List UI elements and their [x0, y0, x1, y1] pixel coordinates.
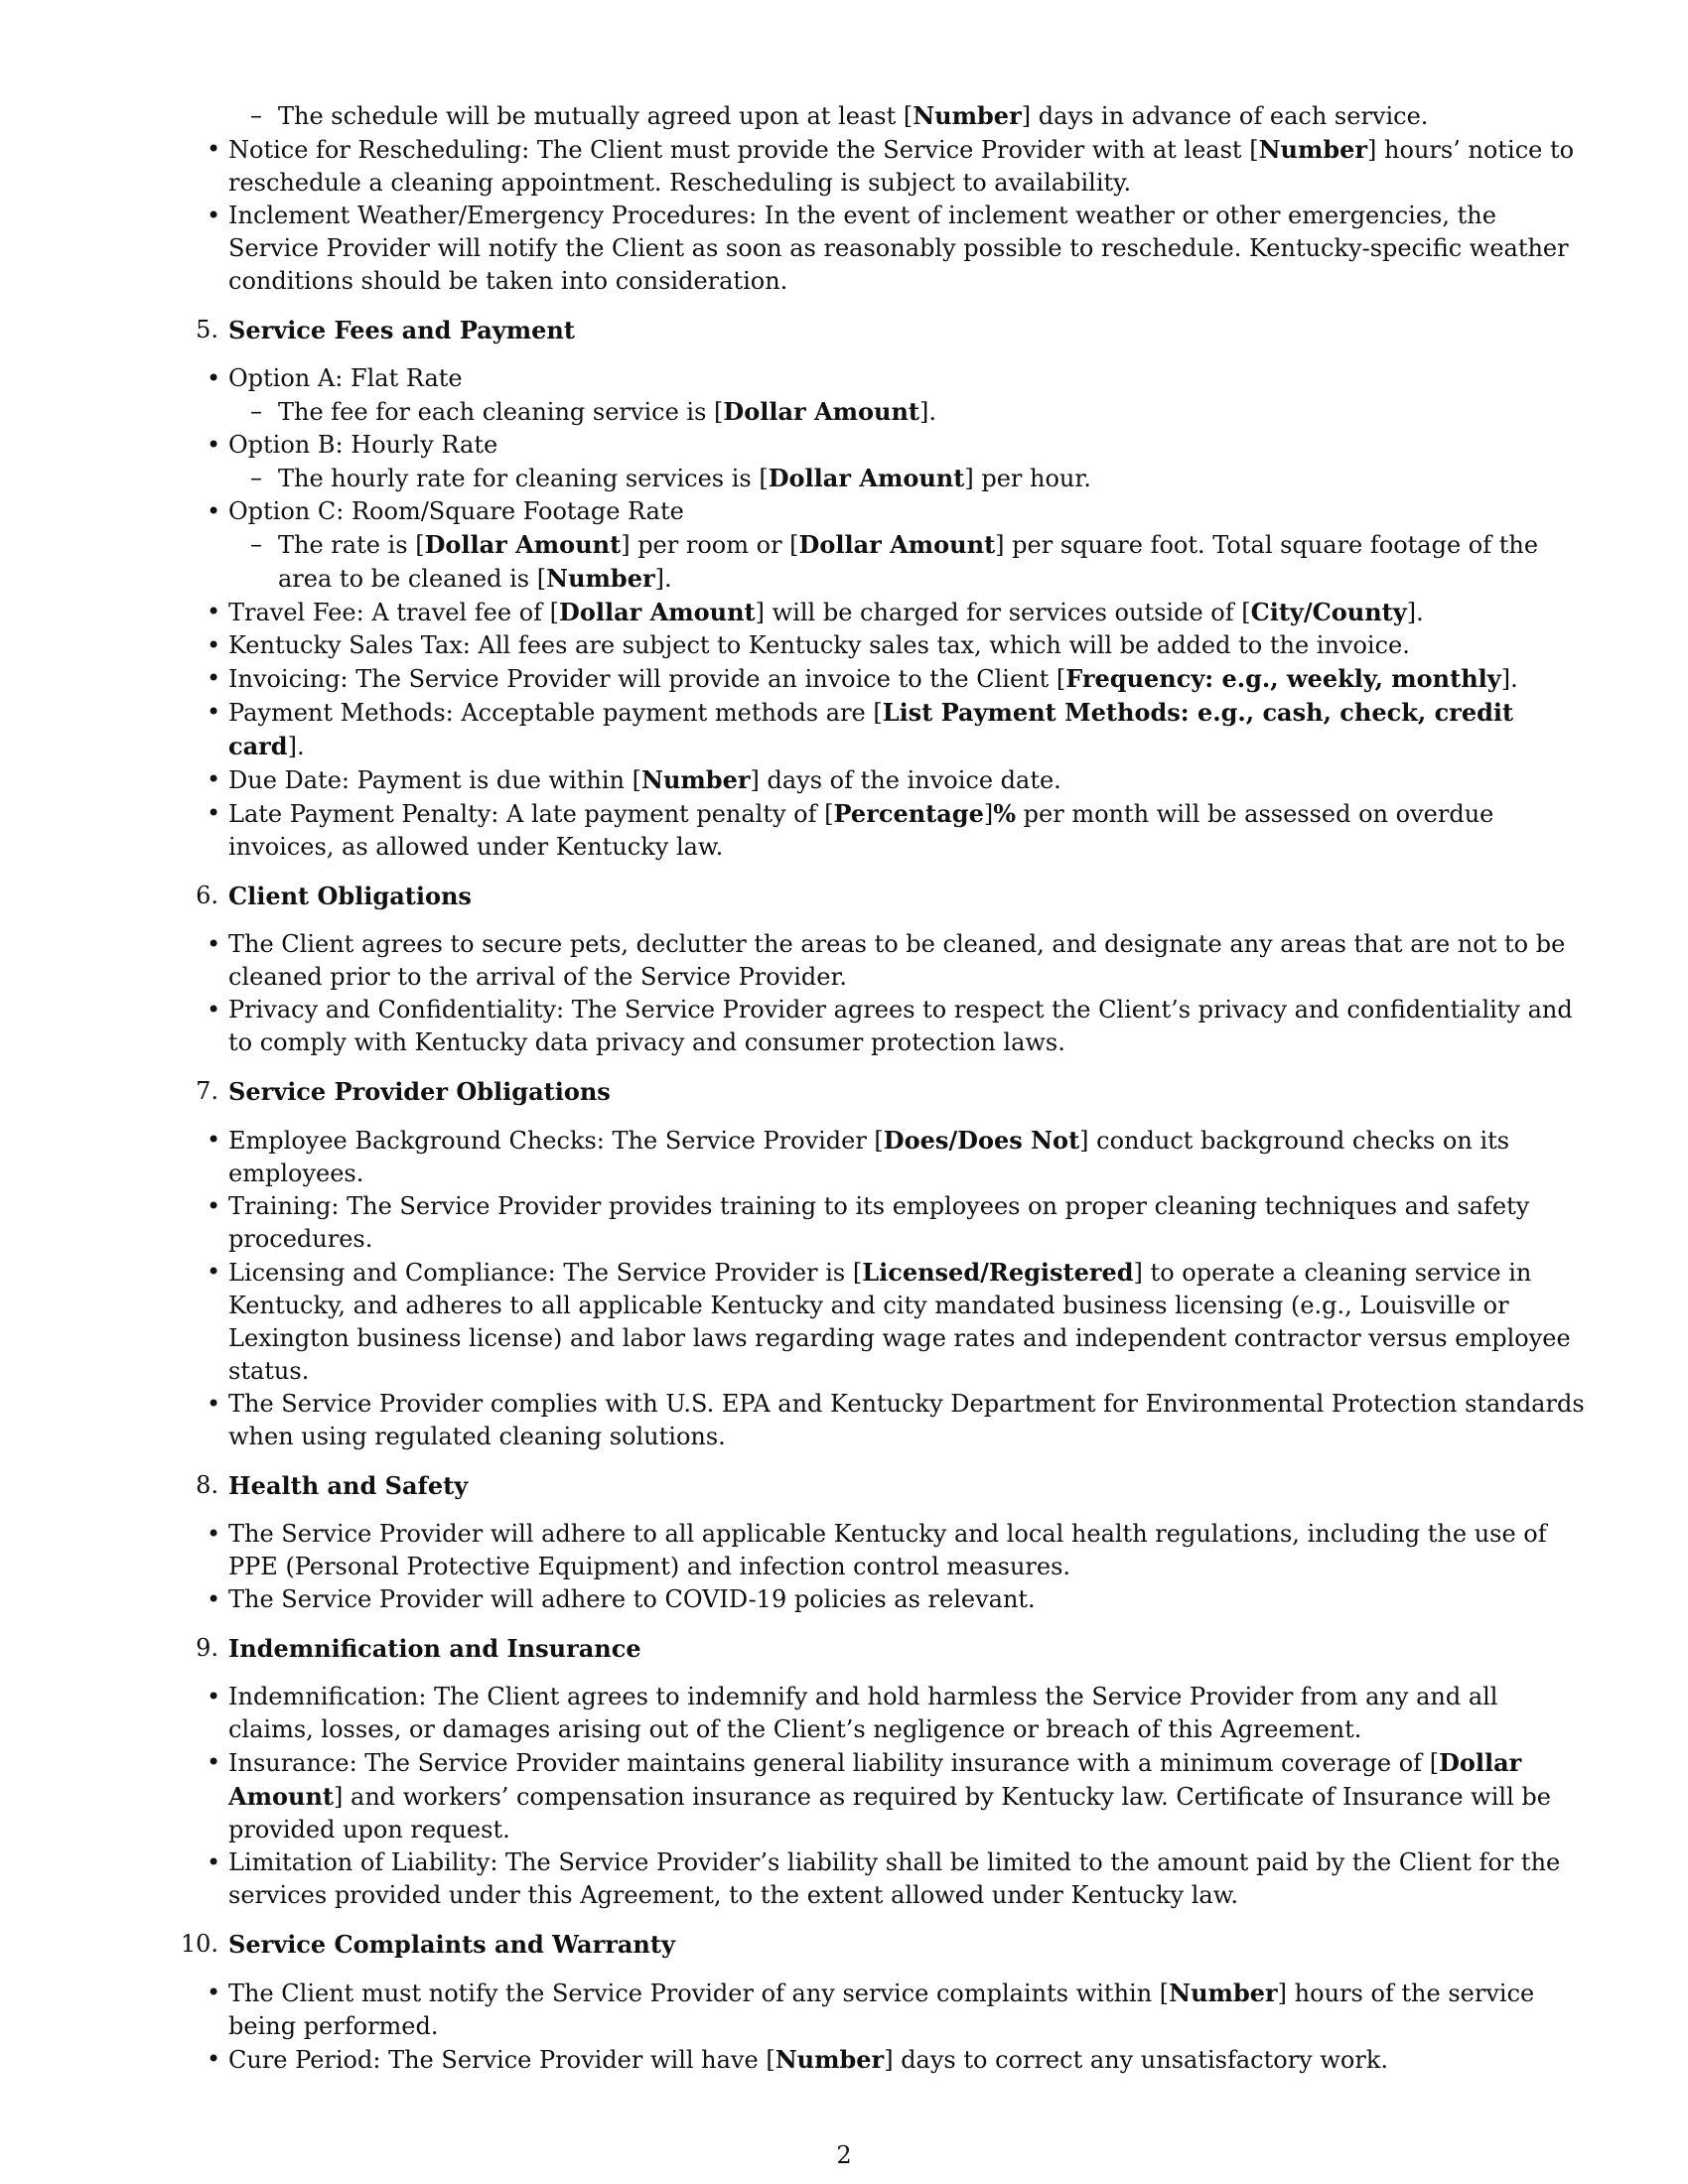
list-item-option-c: • Option C: Room/Square Footage Rate	[228, 495, 1589, 528]
bullet-marker: •	[207, 996, 221, 1024]
list-item-cure-period: • Cure Period: The Service Provider will have [Number] days to correct any unsatisfactory work.	[207, 2045, 1388, 2074]
list-item-travel-fee: • Travel Fee: A travel fee of [Dollar Amount] will be charged for services outside of [City/County].	[207, 598, 1424, 626]
bullet-marker: •	[207, 1258, 221, 1286]
section-heading: 6. Client Obligations	[196, 882, 472, 910]
section-heading: 9. Indemnification and Insurance	[196, 1634, 641, 1663]
list-item-epa: • The Service Provider complies with U.S. EPA and Kentucky Department for Environmental Protection standards when using regulated cleaning solutions.	[207, 1390, 1585, 1450]
bullet-marker: •	[207, 765, 221, 793]
bullet-marker: •	[207, 1585, 221, 1613]
sub-item-flat-rate: – The fee for each cleaning service is [Dollar Amount].	[250, 397, 937, 426]
list-item-insurance: • Insurance: The Service Provider maintains general liability insurance with a minimum coverage of [Dollar Amount] and workers’ compensation insurance as required by Kentucky law. Certificate of Insurance will be provided upon request.	[207, 1748, 1551, 1843]
bullet-marker: •	[207, 135, 221, 163]
bullet-marker: •	[207, 664, 221, 692]
section-heading: 5. Service Fees and Payment	[196, 316, 575, 344]
bullet-marker: •	[207, 1192, 221, 1220]
bullet-marker: •	[207, 1979, 221, 2006]
bullet-marker: •	[207, 202, 221, 229]
list-item-privacy: • Privacy and Confidentiality: The Service Provider agrees to respect the Client’s privacy and confidentiality and to comply with Kentucky data privacy and consumer protection laws.	[207, 996, 1573, 1056]
bullet-marker: •	[207, 1126, 221, 1154]
section-8	[196, 1469, 1589, 1616]
list-item-covid: • The Service Provider will adhere to COVID-19 policies as relevant.	[228, 1583, 1589, 1616]
bullet-marker: •	[207, 1520, 221, 1548]
list-item-due-date: • Due Date: Payment is due within [Number] days of the invoice date.	[207, 765, 1061, 794]
section-7	[196, 1075, 1589, 1453]
list-item-late-penalty: • Late Payment Penalty: A late payment penalty of [Percentage]% per month will be assessed on overdue invoices, as allowed under Kentucky law.	[207, 799, 1494, 861]
section-heading: 7. Service Provider Obligations	[196, 1077, 611, 1106]
page-content	[180, 99, 1589, 2077]
bullet-marker: •	[207, 1390, 221, 1418]
list-item-payment-methods: • Payment Methods: Acceptable payment methods are [List Payment Methods: e.g., cash, check, credit card].	[207, 698, 1514, 760]
bullet-marker: •	[207, 1683, 221, 1710]
bullet-marker: •	[207, 1748, 221, 1776]
sub-item-room-rate: – The rate is [Dollar Amount] per room or [Dollar Amount] per square foot. Total square footage of the area to be cleaned is [Number].	[250, 530, 1539, 593]
bullet-marker: •	[207, 698, 221, 726]
sub-item-hourly-rate: – The hourly rate for cleaning services is [Dollar Amount] per hour.	[250, 464, 1091, 492]
dash-marker: –	[250, 464, 262, 491]
bullet-marker: •	[207, 1848, 221, 1876]
dash-marker: –	[250, 397, 262, 425]
bullet-marker: •	[207, 930, 221, 958]
bullet-marker: •	[207, 364, 221, 392]
bullet-marker: •	[207, 497, 221, 525]
bullet-marker: •	[207, 431, 221, 459]
section-9	[196, 1632, 1589, 1912]
dash-marker: –	[250, 530, 262, 558]
bullet-marker: •	[207, 598, 221, 625]
list-item-invoicing: • Invoicing: The Service Provider will provide an invoice to the Client [Frequency: e.g., weekly, monthly].	[207, 664, 1518, 693]
list-item-liability: • Limitation of Liability: The Service Provider’s liability shall be limited to the amount paid by the Client for the services provided under this Agreement, to the extent allowed under Kentucky law.	[207, 1848, 1561, 1909]
list-item-weather: • Inclement Weather/Emergency Procedures: In the event of inclement weather or other emergencies, the Service Provider will notify the Client as soon as reasonably possible to reschedule. Kentucky-specific weather conditions should be taken into consideration.	[207, 202, 1569, 295]
page-number: 2	[836, 2141, 852, 2169]
bullet-marker: •	[207, 799, 221, 827]
list-item-client-prep: • The Client agrees to secure pets, declutter the areas to be cleaned, and designate any areas that are not to be cleaned prior to the arrival of the Service Provider.	[207, 930, 1566, 991]
sub-item-schedule: – The schedule will be mutually agreed upon at least [Number] days in advance of each service.	[250, 101, 1429, 130]
section-10	[180, 1928, 1589, 2077]
list-item-background-checks: • Employee Background Checks: The Service Provider [Does/Does Not] conduct background checks on its employees.	[207, 1126, 1510, 1187]
bullet-marker: •	[207, 2045, 221, 2073]
list-item-training: • Training: The Service Provider provides training to its employees on proper cleaning techniques and safety procedures.	[207, 1192, 1530, 1253]
section-6	[196, 880, 1589, 1059]
list-item-option-a: • Option A: Flat Rate	[228, 362, 1589, 395]
list-item-health-regulations: • The Service Provider will adhere to all applicable Kentucky and local health regulations, including the use of PPE (Personal Protective Equipment) and infection control measures.	[207, 1520, 1547, 1580]
dash-marker: –	[250, 101, 262, 129]
list-item-rescheduling: • Notice for Rescheduling: The Client must provide the Service Provider with at least [Number] hours’ notice to reschedule a cleaning appointment. Rescheduling is subject to availability.	[207, 135, 1575, 197]
list-item-option-b: • Option B: Hourly Rate	[228, 429, 1589, 462]
list-item-indemnification: • Indemnification: The Client agrees to indemnify and hold harmless the Service Provider from any and all claims, losses, or damages arising out of the Client’s negligence or breach of this Agreement.	[207, 1683, 1498, 1743]
bullet-marker: •	[207, 631, 221, 659]
list-item-licensing: • Licensing and Compliance: The Service Provider is [Licensed/Registered] to operate a cleaning service in Kentucky, and adheres to all applicable Kentucky and city mandated business licensing (e.g., Louisville or Lexington business license) and labor laws regarding wage rates and independent contractor versus employee status.	[207, 1258, 1571, 1385]
section-5	[196, 314, 1589, 864]
list-item-complaints: • The Client must notify the Service Provider of any service complaints within [Number] hours of the service being performed.	[207, 1979, 1535, 2040]
list-item-sales-tax: • Kentucky Sales Tax: All fees are subject to Kentucky sales tax, which will be added to the invoice.	[228, 629, 1589, 662]
section-heading: 10. Service Complaints and Warranty	[180, 1930, 675, 1959]
section-heading: 8. Health and Safety	[196, 1471, 469, 1500]
